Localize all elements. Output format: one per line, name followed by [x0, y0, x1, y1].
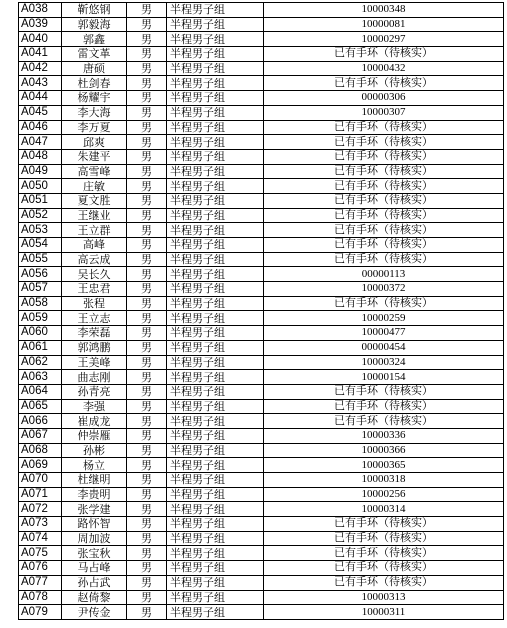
participant-gender-cell: 男: [127, 605, 167, 620]
table-row: [19, 340, 504, 355]
participant-group-cell: 半程男子组: [167, 3, 264, 18]
participant-id-cell: A061: [19, 340, 62, 355]
participant-id-cell: A044: [19, 91, 62, 106]
wristband-status-cell: 10000256: [264, 487, 504, 502]
participant-id-cell: A071: [19, 487, 62, 502]
table-row: [19, 590, 504, 605]
participant-name-cell: 周加波: [62, 531, 127, 546]
table-row: [19, 517, 504, 532]
participant-id-cell: A060: [19, 326, 62, 341]
table-row: [19, 561, 504, 576]
participant-group-cell: 半程男子组: [167, 414, 264, 429]
participant-id-cell: A052: [19, 208, 62, 223]
participant-name-cell: 王立志: [62, 311, 127, 326]
participant-name-cell: 路怀智: [62, 517, 127, 532]
wristband-status-cell: 已有手环（待核实）: [264, 76, 504, 91]
participant-id-cell: A070: [19, 473, 62, 488]
wristband-status-cell: 10000314: [264, 502, 504, 517]
participant-name-cell: 高雪峰: [62, 164, 127, 179]
participant-id-cell: A068: [19, 443, 62, 458]
participant-group-cell: 半程男子组: [167, 561, 264, 576]
participant-gender-cell: 男: [127, 590, 167, 605]
table-row: [19, 3, 504, 18]
participant-name-cell: 高峰: [62, 238, 127, 253]
participant-id-cell: A074: [19, 531, 62, 546]
participant-gender-cell: 男: [127, 517, 167, 532]
wristband-status-cell: 10000311: [264, 605, 504, 620]
participant-group-cell: 半程男子组: [167, 384, 264, 399]
participant-id-cell: A054: [19, 238, 62, 253]
wristband-status-cell: 10000318: [264, 473, 504, 488]
wristband-status-cell: 00000454: [264, 340, 504, 355]
participant-group-cell: 半程男子组: [167, 32, 264, 47]
participant-id-cell: A056: [19, 267, 62, 282]
wristband-status-cell: 10000365: [264, 458, 504, 473]
wristband-status-cell: 已有手环（待核实）: [264, 149, 504, 164]
participant-name-cell: 杜继明: [62, 473, 127, 488]
table-row: [19, 370, 504, 385]
participant-name-cell: 赵倚黎: [62, 590, 127, 605]
wristband-status-cell: 已有手环（待核实）: [264, 193, 504, 208]
participant-table-body: [19, 3, 504, 620]
participant-gender-cell: 男: [127, 340, 167, 355]
participant-group-cell: 半程男子组: [167, 355, 264, 370]
participant-gender-cell: 男: [127, 326, 167, 341]
participant-gender-cell: 男: [127, 223, 167, 238]
participant-group-cell: 半程男子组: [167, 135, 264, 150]
participant-id-cell: A038: [19, 3, 62, 18]
participant-id-cell: A040: [19, 32, 62, 47]
participant-name-cell: 张宝秋: [62, 546, 127, 561]
participant-gender-cell: 男: [127, 164, 167, 179]
participant-name-cell: 李强: [62, 399, 127, 414]
table-row: [19, 252, 504, 267]
participant-group-cell: 半程男子组: [167, 105, 264, 120]
table-row: [19, 135, 504, 150]
participant-gender-cell: 男: [127, 311, 167, 326]
participant-group-cell: 半程男子组: [167, 575, 264, 590]
wristband-status-cell: 已有手环（待核实）: [264, 384, 504, 399]
participant-name-cell: 郭毅海: [62, 17, 127, 32]
table-row: [19, 282, 504, 297]
participant-id-cell: A067: [19, 428, 62, 443]
participant-id-cell: A066: [19, 414, 62, 429]
table-row: [19, 458, 504, 473]
participant-name-cell: 孙占武: [62, 575, 127, 590]
participant-group-cell: 半程男子组: [167, 370, 264, 385]
participant-group-cell: 半程男子组: [167, 179, 264, 194]
table-row: [19, 546, 504, 561]
participant-id-cell: A063: [19, 370, 62, 385]
wristband-status-cell: 10000313: [264, 590, 504, 605]
participant-group-cell: 半程男子组: [167, 340, 264, 355]
participant-name-cell: 雷文革: [62, 47, 127, 62]
participant-group-cell: 半程男子组: [167, 223, 264, 238]
participant-group-cell: 半程男子组: [167, 61, 264, 76]
table-row: [19, 91, 504, 106]
participant-name-cell: 张程: [62, 296, 127, 311]
participant-group-cell: 半程男子组: [167, 428, 264, 443]
participant-name-cell: 李万夏: [62, 120, 127, 135]
table-row: [19, 428, 504, 443]
wristband-status-cell: 已有手环（待核实）: [264, 252, 504, 267]
participant-gender-cell: 男: [127, 282, 167, 297]
participant-id-cell: A079: [19, 605, 62, 620]
participant-group-cell: 半程男子组: [167, 399, 264, 414]
wristband-status-cell: 10000348: [264, 3, 504, 18]
wristband-status-cell: 10000081: [264, 17, 504, 32]
participant-id-cell: A072: [19, 502, 62, 517]
table-row: [19, 47, 504, 62]
participant-group-cell: 半程男子组: [167, 193, 264, 208]
participant-id-cell: A046: [19, 120, 62, 135]
wristband-status-cell: 已有手环（待核实）: [264, 47, 504, 62]
table-row: [19, 105, 504, 120]
participant-id-cell: A041: [19, 47, 62, 62]
wristband-status-cell: 10000372: [264, 282, 504, 297]
participant-gender-cell: 男: [127, 193, 167, 208]
participant-gender-cell: 男: [127, 399, 167, 414]
participant-group-cell: 半程男子组: [167, 208, 264, 223]
participant-id-cell: A042: [19, 61, 62, 76]
table-row: [19, 605, 504, 620]
wristband-status-cell: 已有手环（待核实）: [264, 120, 504, 135]
participant-table: [18, 2, 504, 620]
table-row: [19, 164, 504, 179]
participant-group-cell: 半程男子组: [167, 517, 264, 532]
participant-gender-cell: 男: [127, 179, 167, 194]
participant-name-cell: 高云成: [62, 252, 127, 267]
participant-name-cell: 尹传金: [62, 605, 127, 620]
participant-gender-cell: 男: [127, 120, 167, 135]
participant-gender-cell: 男: [127, 135, 167, 150]
participant-gender-cell: 男: [127, 267, 167, 282]
participant-name-cell: 郭鑫: [62, 32, 127, 47]
table-row: [19, 502, 504, 517]
participant-group-cell: 半程男子组: [167, 267, 264, 282]
participant-gender-cell: 男: [127, 17, 167, 32]
participant-gender-cell: 男: [127, 296, 167, 311]
participant-group-cell: 半程男子组: [167, 17, 264, 32]
participant-name-cell: 张学建: [62, 502, 127, 517]
participant-gender-cell: 男: [127, 105, 167, 120]
participant-name-cell: 靳悠钢: [62, 3, 127, 18]
table-row: [19, 149, 504, 164]
participant-name-cell: 李荣磊: [62, 326, 127, 341]
participant-gender-cell: 男: [127, 502, 167, 517]
participant-id-cell: A058: [19, 296, 62, 311]
table-row: [19, 443, 504, 458]
table-row: [19, 531, 504, 546]
participant-id-cell: A053: [19, 223, 62, 238]
table-row: [19, 311, 504, 326]
participant-gender-cell: 男: [127, 575, 167, 590]
wristband-status-cell: 10000336: [264, 428, 504, 443]
participant-name-cell: 杨立: [62, 458, 127, 473]
participant-id-cell: A049: [19, 164, 62, 179]
participant-name-cell: 孙青亮: [62, 384, 127, 399]
participant-group-cell: 半程男子组: [167, 502, 264, 517]
wristband-status-cell: 10000297: [264, 32, 504, 47]
participant-gender-cell: 男: [127, 473, 167, 488]
participant-gender-cell: 男: [127, 546, 167, 561]
wristband-status-cell: 10000307: [264, 105, 504, 120]
wristband-status-cell: 10000477: [264, 326, 504, 341]
participant-gender-cell: 男: [127, 61, 167, 76]
table-row: [19, 267, 504, 282]
table-row: [19, 296, 504, 311]
participant-name-cell: 马占峰: [62, 561, 127, 576]
table-row: [19, 575, 504, 590]
participant-group-cell: 半程男子组: [167, 458, 264, 473]
participant-group-cell: 半程男子组: [167, 238, 264, 253]
participant-name-cell: 王忠君: [62, 282, 127, 297]
table-row: [19, 120, 504, 135]
participant-name-cell: 吴长久: [62, 267, 127, 282]
wristband-status-cell: 已有手环（待核实）: [264, 135, 504, 150]
participant-name-cell: 王继业: [62, 208, 127, 223]
participant-group-cell: 半程男子组: [167, 546, 264, 561]
participant-gender-cell: 男: [127, 370, 167, 385]
participant-id-cell: A051: [19, 193, 62, 208]
participant-name-cell: 王立群: [62, 223, 127, 238]
participant-group-cell: 半程男子组: [167, 473, 264, 488]
participant-id-cell: A065: [19, 399, 62, 414]
wristband-status-cell: 已有手环（待核实）: [264, 223, 504, 238]
participant-gender-cell: 男: [127, 414, 167, 429]
participant-name-cell: 朱建平: [62, 149, 127, 164]
table-row: [19, 193, 504, 208]
participant-name-cell: 杨耀宇: [62, 91, 127, 106]
participant-group-cell: 半程男子组: [167, 443, 264, 458]
participant-group-cell: 半程男子组: [167, 296, 264, 311]
participant-name-cell: 庄敏: [62, 179, 127, 194]
participant-name-cell: 仲崇雁: [62, 428, 127, 443]
participant-id-cell: A057: [19, 282, 62, 297]
participant-id-cell: A043: [19, 76, 62, 91]
table-row: [19, 238, 504, 253]
participant-group-cell: 半程男子组: [167, 311, 264, 326]
table-row: [19, 61, 504, 76]
participant-id-cell: A048: [19, 149, 62, 164]
table-row: [19, 414, 504, 429]
participant-id-cell: A064: [19, 384, 62, 399]
participant-id-cell: A039: [19, 17, 62, 32]
participant-gender-cell: 男: [127, 208, 167, 223]
wristband-status-cell: 已有手环（待核实）: [264, 546, 504, 561]
participant-id-cell: A062: [19, 355, 62, 370]
table-row: [19, 399, 504, 414]
participant-gender-cell: 男: [127, 458, 167, 473]
participant-group-cell: 半程男子组: [167, 149, 264, 164]
participant-name-cell: 崔成龙: [62, 414, 127, 429]
participant-id-cell: A075: [19, 546, 62, 561]
participant-gender-cell: 男: [127, 252, 167, 267]
wristband-status-cell: 已有手环（待核实）: [264, 575, 504, 590]
participant-gender-cell: 男: [127, 47, 167, 62]
participant-group-cell: 半程男子组: [167, 47, 264, 62]
participant-group-cell: 半程男子组: [167, 91, 264, 106]
participant-id-cell: A077: [19, 575, 62, 590]
participant-group-cell: 半程男子组: [167, 252, 264, 267]
participant-id-cell: A059: [19, 311, 62, 326]
participant-gender-cell: 男: [127, 384, 167, 399]
wristband-status-cell: 已有手环（待核实）: [264, 399, 504, 414]
participant-id-cell: A047: [19, 135, 62, 150]
participant-group-cell: 半程男子组: [167, 590, 264, 605]
wristband-status-cell: 已有手环（待核实）: [264, 208, 504, 223]
wristband-status-cell: 已有手环（待核实）: [264, 238, 504, 253]
participant-id-cell: A078: [19, 590, 62, 605]
participant-group-cell: 半程男子组: [167, 120, 264, 135]
participant-name-cell: 孙彬: [62, 443, 127, 458]
participant-name-cell: 邱爽: [62, 135, 127, 150]
participant-gender-cell: 男: [127, 76, 167, 91]
table-row: [19, 355, 504, 370]
wristband-status-cell: 已有手环（待核实）: [264, 561, 504, 576]
wristband-status-cell: 10000432: [264, 61, 504, 76]
table-row: [19, 473, 504, 488]
registration-sheet: [18, 2, 503, 620]
wristband-status-cell: 已有手环（待核实）: [264, 414, 504, 429]
participant-gender-cell: 男: [127, 428, 167, 443]
participant-gender-cell: 男: [127, 355, 167, 370]
participant-id-cell: A073: [19, 517, 62, 532]
participant-name-cell: 李大海: [62, 105, 127, 120]
participant-group-cell: 半程男子组: [167, 282, 264, 297]
table-row: [19, 208, 504, 223]
participant-id-cell: A069: [19, 458, 62, 473]
participant-gender-cell: 男: [127, 91, 167, 106]
participant-id-cell: A055: [19, 252, 62, 267]
participant-id-cell: A045: [19, 105, 62, 120]
participant-gender-cell: 男: [127, 32, 167, 47]
table-row: [19, 326, 504, 341]
participant-id-cell: A076: [19, 561, 62, 576]
wristband-status-cell: 10000154: [264, 370, 504, 385]
participant-group-cell: 半程男子组: [167, 76, 264, 91]
participant-name-cell: 唐硕: [62, 61, 127, 76]
participant-group-cell: 半程男子组: [167, 326, 264, 341]
participant-name-cell: 杜剑春: [62, 76, 127, 91]
participant-id-cell: A050: [19, 179, 62, 194]
wristband-status-cell: 10000324: [264, 355, 504, 370]
table-row: [19, 487, 504, 502]
participant-gender-cell: 男: [127, 443, 167, 458]
wristband-status-cell: 已有手环（待核实）: [264, 296, 504, 311]
participant-gender-cell: 男: [127, 487, 167, 502]
participant-group-cell: 半程男子组: [167, 487, 264, 502]
wristband-status-cell: 已有手环（待核实）: [264, 164, 504, 179]
participant-gender-cell: 男: [127, 561, 167, 576]
participant-name-cell: 李贵明: [62, 487, 127, 502]
participant-name-cell: 王美峰: [62, 355, 127, 370]
wristband-status-cell: 00000113: [264, 267, 504, 282]
wristband-status-cell: 00000306: [264, 91, 504, 106]
participant-gender-cell: 男: [127, 238, 167, 253]
participant-gender-cell: 男: [127, 3, 167, 18]
participant-group-cell: 半程男子组: [167, 531, 264, 546]
table-row: [19, 384, 504, 399]
participant-gender-cell: 男: [127, 531, 167, 546]
wristband-status-cell: 已有手环（待核实）: [264, 531, 504, 546]
wristband-status-cell: 已有手环（待核实）: [264, 179, 504, 194]
participant-name-cell: 曲志刚: [62, 370, 127, 385]
table-row: [19, 17, 504, 32]
wristband-status-cell: 已有手环（待核实）: [264, 517, 504, 532]
participant-gender-cell: 男: [127, 149, 167, 164]
participant-group-cell: 半程男子组: [167, 605, 264, 620]
table-row: [19, 32, 504, 47]
participant-name-cell: 郭鸿鹏: [62, 340, 127, 355]
table-row: [19, 179, 504, 194]
participant-group-cell: 半程男子组: [167, 164, 264, 179]
wristband-status-cell: 10000366: [264, 443, 504, 458]
table-row: [19, 223, 504, 238]
wristband-status-cell: 10000259: [264, 311, 504, 326]
participant-name-cell: 夏文胜: [62, 193, 127, 208]
table-row: [19, 76, 504, 91]
